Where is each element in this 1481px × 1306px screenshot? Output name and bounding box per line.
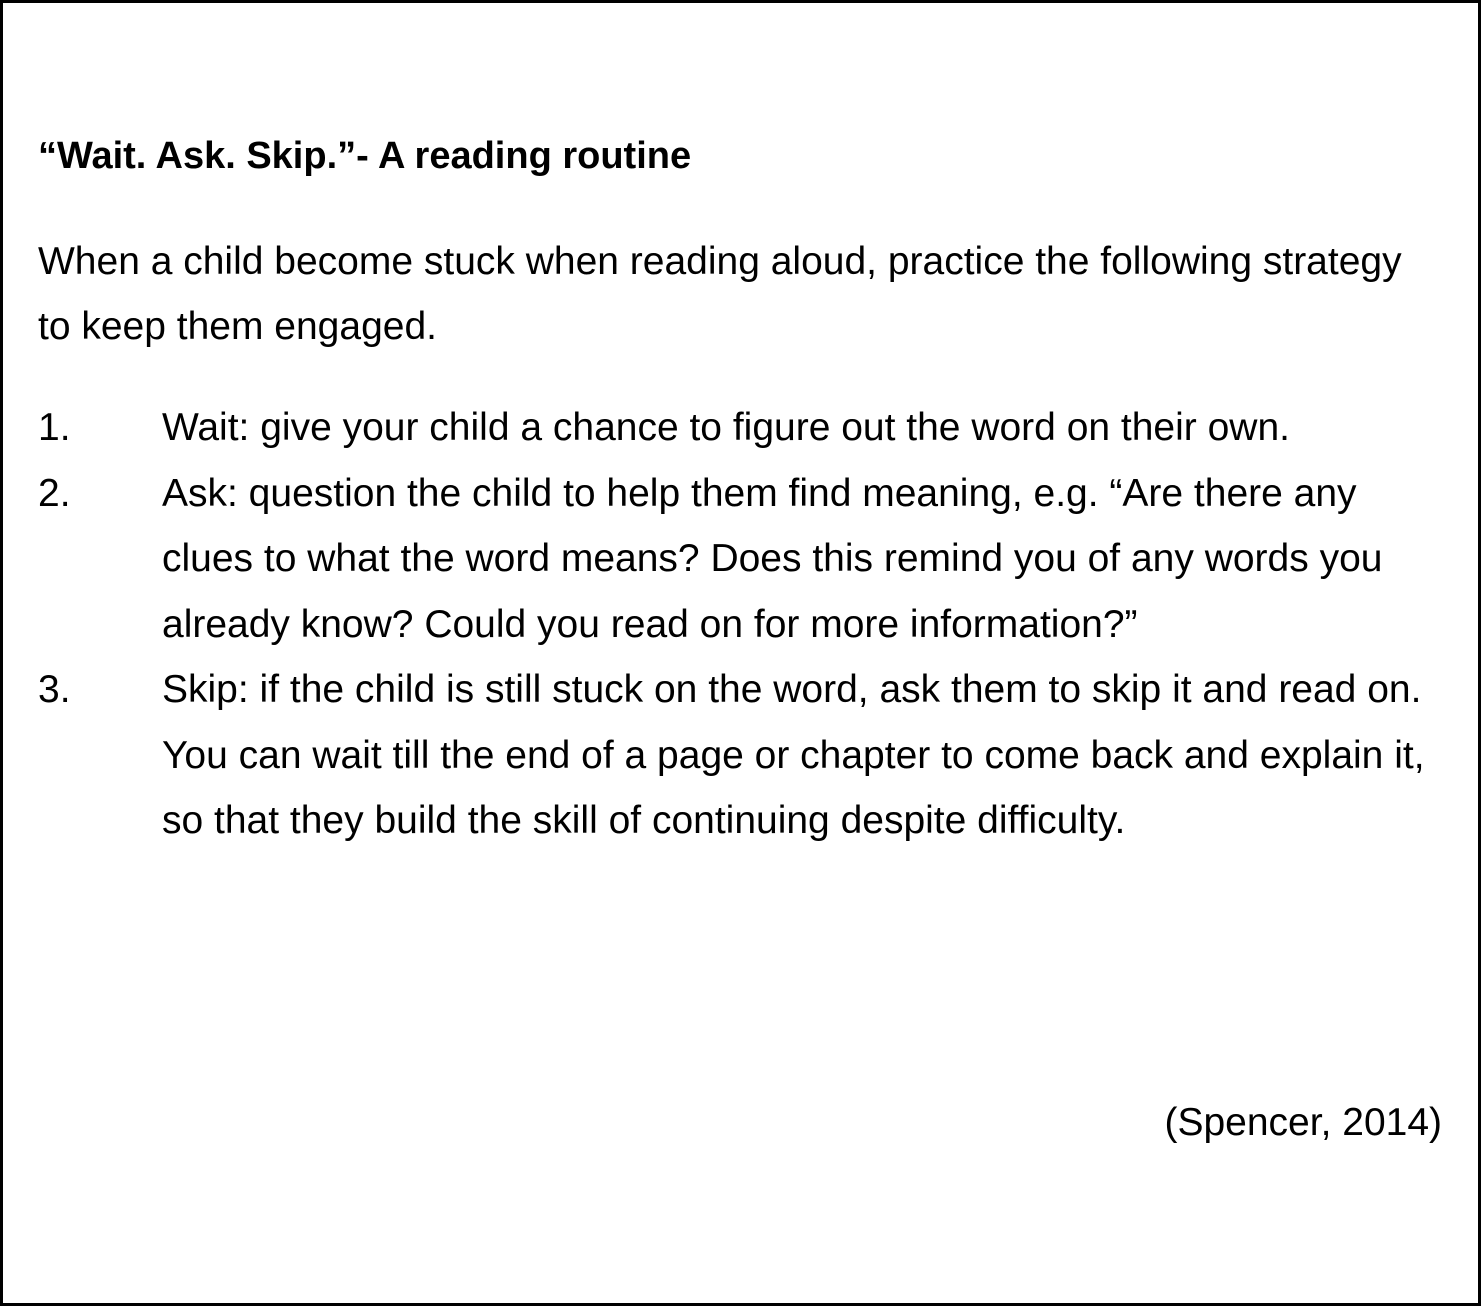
intro-paragraph: When a child become stuck when reading aloud, practice the following strategy to keep them engaged. <box>38 240 1402 348</box>
step-item-wait <box>38 395 1438 461</box>
step-text: Skip: if the child is still stuck on the word, ask them to skip it and read on. You can wait till the end of a page or chapter to come back and explain it, so that they build the skill of continuing despite difficulty. <box>162 668 1425 842</box>
step-number: 2. <box>38 471 71 515</box>
steps-list <box>38 395 1438 854</box>
step-number: 1. <box>38 406 71 449</box>
document-title: “Wait. Ask. Skip.”- A reading routine <box>38 135 692 177</box>
step-text: Wait: give your child a chance to figure out the word on their own. <box>162 406 1290 449</box>
step-text: Ask: question the child to help them find meaning, e.g. “Are there any clues to what the word means? Does this remind you of any words you already know? Could you read on for more information?” <box>162 471 1383 646</box>
step-item-ask <box>38 461 1438 658</box>
citation: (Spencer, 2014) <box>1164 1101 1442 1144</box>
step-number: 3. <box>38 668 71 711</box>
step-item-skip <box>38 657 1438 854</box>
